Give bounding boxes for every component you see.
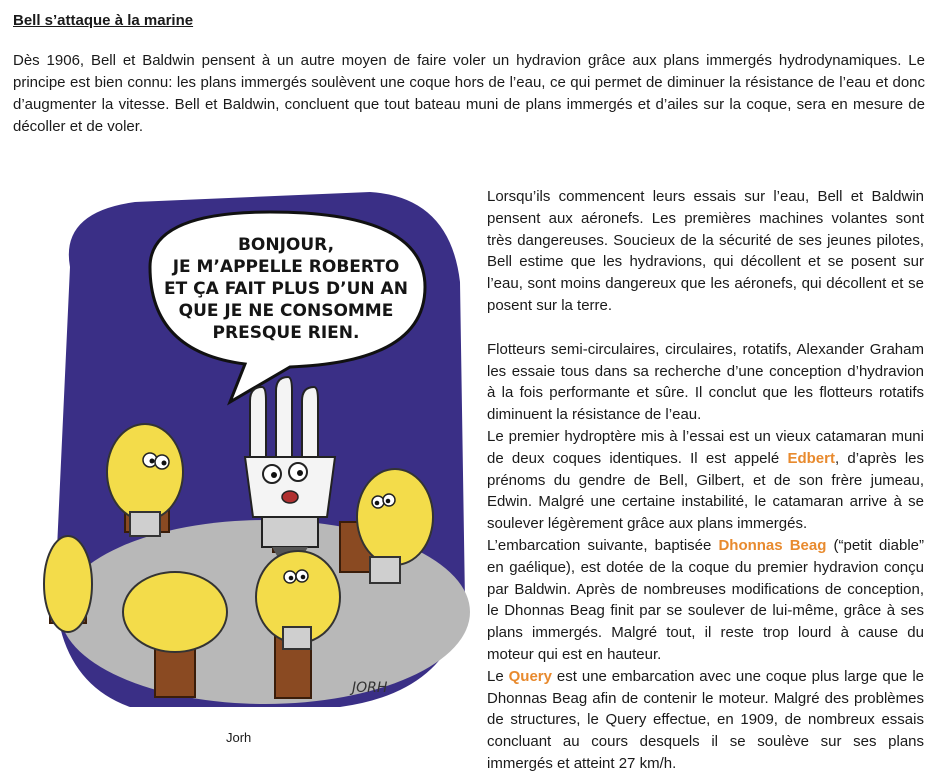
paragraph-3: Le premier hydroptère mis à l’essai est un vieux catamaran muni de deux coques identiques. Il est appelé Edbert, d’après les prénoms du gendre de Bell, Gilbert, et de son frère jumeau, Edwin. Malgré une certaine instabilité, le catamaran arrive à se soulever légèrement grâce aux plans immergés. <box>487 427 924 533</box>
paragraph-5: Le Query est une embarcation avec une coque plus large que le Dhonnas Beag afin de contenir le moteur. Malgré des problèmes de structures, le Query effectue, en 1909, de nombreux essais concluant au cours desquels il se soulève sur ses plans immergés et atteint 27 km/h. <box>487 667 924 772</box>
intro-paragraph: Dès 1906, Bell et Baldwin pensent à un autre moyen de faire voler un hydravion grâce aux plans immergés hydrodynamiques. Le principe est bien connu: les plans immergés soulèvent une coque hors de l’eau, ce qui permet de diminuer la résistance de l’eau et donc d’augmenter la vitesse. Bell et Baldwin, concluent que tout bateau muni de plans immergés et d’ailes sur la coque, sera en mesure de décoller et de voler. <box>13 52 925 135</box>
paragraph-2: Flotteurs semi-circulaires, circulaires, rotatifs, Alexander Graham les essaie tous dans sa recherche d’une conception d’hydravion à la fois performante et sûre. Il conclut que les flotteurs rotatifs diminuent la résistance de l’eau. <box>487 340 924 424</box>
bubble-line-5: PRESQUE RIEN. <box>212 323 360 343</box>
page-title: Bell s’attaque à la marine <box>13 12 194 29</box>
highlight-query: Query <box>508 667 552 685</box>
highlight-dhonnas-beag: Dhonnas Beag <box>718 536 827 554</box>
paragraph-1: Lorsqu’ils commencent leurs essais sur l’eau, Bell et Baldwin pensent aux aéronefs. Les premières machines volantes sont très dangereuses. Soucieux de la sécurité de ses jeunes pilotes, Bell estime que les hydravions, qui décollent et se posent sur l’eau, sont moins dangereux que les aéronefs, qui décollent et se posent sur la terre. <box>487 188 924 314</box>
bubble-line-1: BONJOUR, <box>237 235 335 255</box>
right-column-text <box>487 186 924 775</box>
paragraph-4: L’embarcation suivante, baptisée Dhonnas Beag (“petit diable” en gaélique), est dotée de la coque du premier hydravion conçu par Baldwin. Après de nombreuses modifications de conception, le Dhonnas Beag finit par se soulever de lui-même, grâce à ses plans immergés. Malgré tout, il reste trop lourd à cause du moteur qui est en hauteur. <box>487 536 924 663</box>
highlight-edbert: Edbert <box>787 449 835 467</box>
bubble-line-4: QUE JE NE CONSOMME <box>178 301 394 321</box>
bulb-left-front <box>44 536 92 632</box>
cartoon-signature: JORH <box>352 680 388 696</box>
bubble-line-3: ET ÇA FAIT PLUS D’UN AN <box>164 279 408 299</box>
cartoon-illustration <box>40 172 472 720</box>
cartoon-caption: Jorh <box>226 730 252 745</box>
bubble-line-2: JE M’APPELLE ROBERTO <box>172 257 400 277</box>
